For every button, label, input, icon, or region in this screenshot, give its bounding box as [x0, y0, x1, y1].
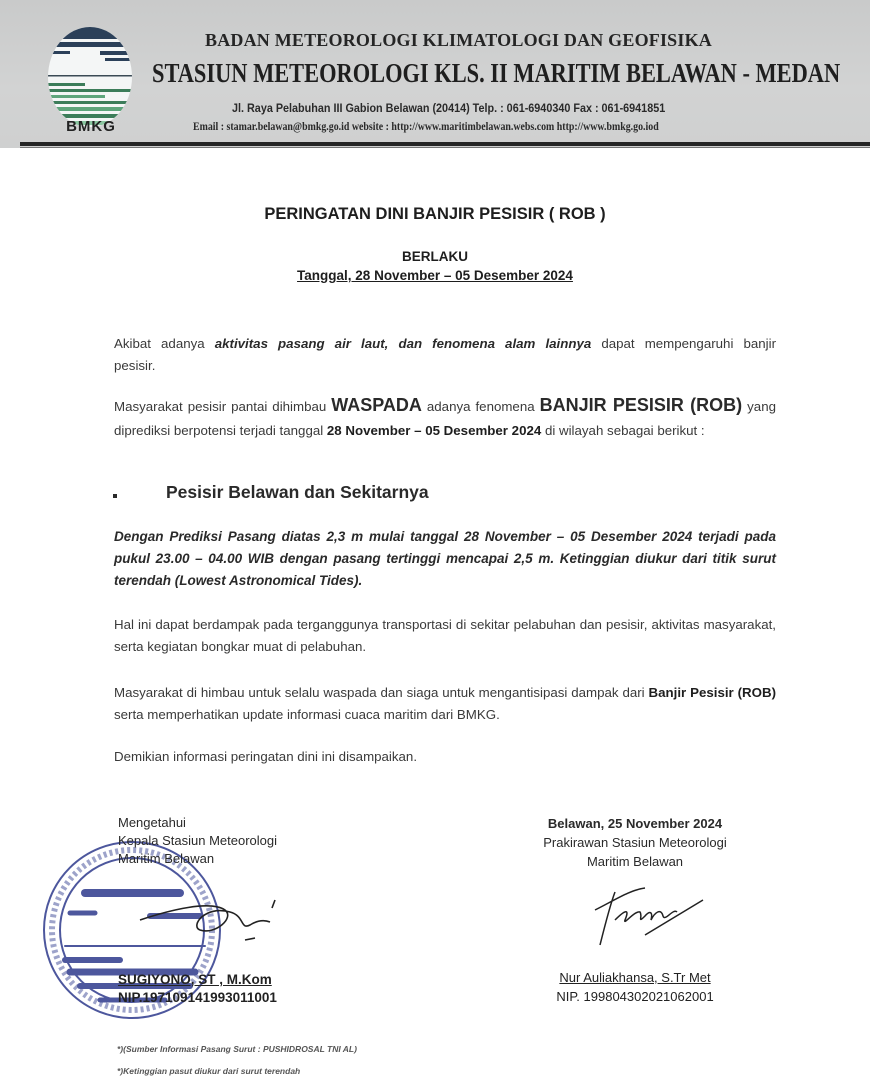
paragraph-prediction: Dengan Prediksi Pasang diatas 2,3 m mulai tanggal 28 November – 05 Desember 2024 terjadi pada pukul 23.00 – 04.00 WIB dengan pasang tertinggi mencapai 2,5 m. Ketinggian diukur dari titik surut terendah (Lowest Astronomical Tides). [114, 529, 776, 588]
letterhead-divider-thin [20, 147, 870, 148]
signature-left-icon [130, 890, 280, 950]
validity-label: BERLAKU [402, 249, 468, 264]
document-title: PERINGATAN DINI BANJIR PESISIR ( ROB ) [264, 205, 606, 223]
station-label: Maritim Belawan [586, 854, 684, 869]
text: dapat mempengaruhi banjir pesisir. [114, 336, 777, 373]
paragraph-impact: Hal ini dapat berdampak pada terganggunya transportasi di sekitar pelabuhan dan pesisir, aktivitas masyarakat, serta kegiatan bongkar muat di pelabuhan. [114, 617, 776, 654]
date-range-text: 28 November – 05 Desember 2024 [326, 423, 542, 438]
acknowledged-label: Mengetahui [118, 815, 186, 830]
signatory-right-name: Nur Auliakhansa, S.Tr Met [559, 970, 711, 985]
letterhead-divider [20, 142, 870, 146]
paragraph-warning [114, 393, 776, 443]
waspada-text: WASPADA [331, 395, 422, 415]
signing-date: Belawan, 25 November 2024 [547, 816, 723, 831]
signature-right-icon [585, 880, 705, 950]
signatory-right [522, 814, 748, 871]
text: serta memperhatikan update informasi cuaca maritim dari BMKG. [114, 707, 500, 722]
validity-date: Tanggal, 28 November – 05 Desember 2024 [297, 268, 573, 283]
paragraph-advice [114, 682, 776, 726]
text: Masyarakat pesisir pantai dihimbau [114, 399, 332, 414]
agency-name: BADAN METEOROLOGI KLIMATOLOGI DAN GEOFISIKA [205, 30, 713, 50]
text: Akibat adanya [114, 336, 215, 351]
rob-text: BANJIR PESISIR (ROB) [539, 395, 743, 415]
station-address: Jl. Raya Pelabuhan III Gabion Belawan (20414) Telp. : 061-6940340 Fax : 061-6941851 [232, 101, 666, 115]
text: adanya fenomena [421, 399, 540, 414]
paragraph-closing: Demikian informasi peringatan dini ini disampaikan. [114, 749, 418, 764]
position-title: Kepala Stasiun Meteorologi [118, 833, 277, 848]
emphasis-text: aktivitas pasang air laut, dan fenomena alam lainnya [214, 336, 592, 351]
letterhead [0, 0, 870, 148]
text: Masyarakat di himbau untuk selalu waspada dan siaga untuk mengantisipasi dampak dari [114, 685, 649, 700]
signatory-left-nip: NIP.197109141993011001 [118, 990, 277, 1005]
signatory-right-nip: NIP. 199804302021062001 [556, 989, 714, 1004]
station-label: Maritim Belawan [118, 851, 215, 866]
area-item: Pesisir Belawan dan Sekitarnya [166, 482, 429, 502]
station-contact: Email : stamar.belawan@bmkg.go.id website : http://www.maritimbelawan.webs.com http://www.bmkg.go.iod [193, 121, 659, 133]
rob-emphasis: Banjir Pesisir (ROB) [648, 685, 777, 700]
text: di wilayah sebagai berikut : [541, 423, 705, 438]
signatory-left-name: SUGIYONO, ST , M.Kom [118, 972, 272, 987]
signatory-left [118, 814, 277, 868]
footnote-measurement: *)Ketinggian pasut diukur dari surut terendah [117, 1066, 301, 1076]
logo-text: BMKG [66, 118, 116, 135]
paragraph-cause [114, 333, 776, 377]
text: yang diprediksi berpotensi terjadi tanggal [114, 399, 776, 438]
station-name: STASIUN METEOROLOGI KLS. II MARITIM BELAWAN - MEDAN [152, 58, 841, 88]
footnote-source: *)(Sumber Informasi Pasang Surut : PUSHIDROSAL TNI AL) [117, 1044, 357, 1054]
bullet-icon [113, 494, 117, 498]
position-title: Prakirawan Stasiun Meteorologi [543, 835, 727, 850]
